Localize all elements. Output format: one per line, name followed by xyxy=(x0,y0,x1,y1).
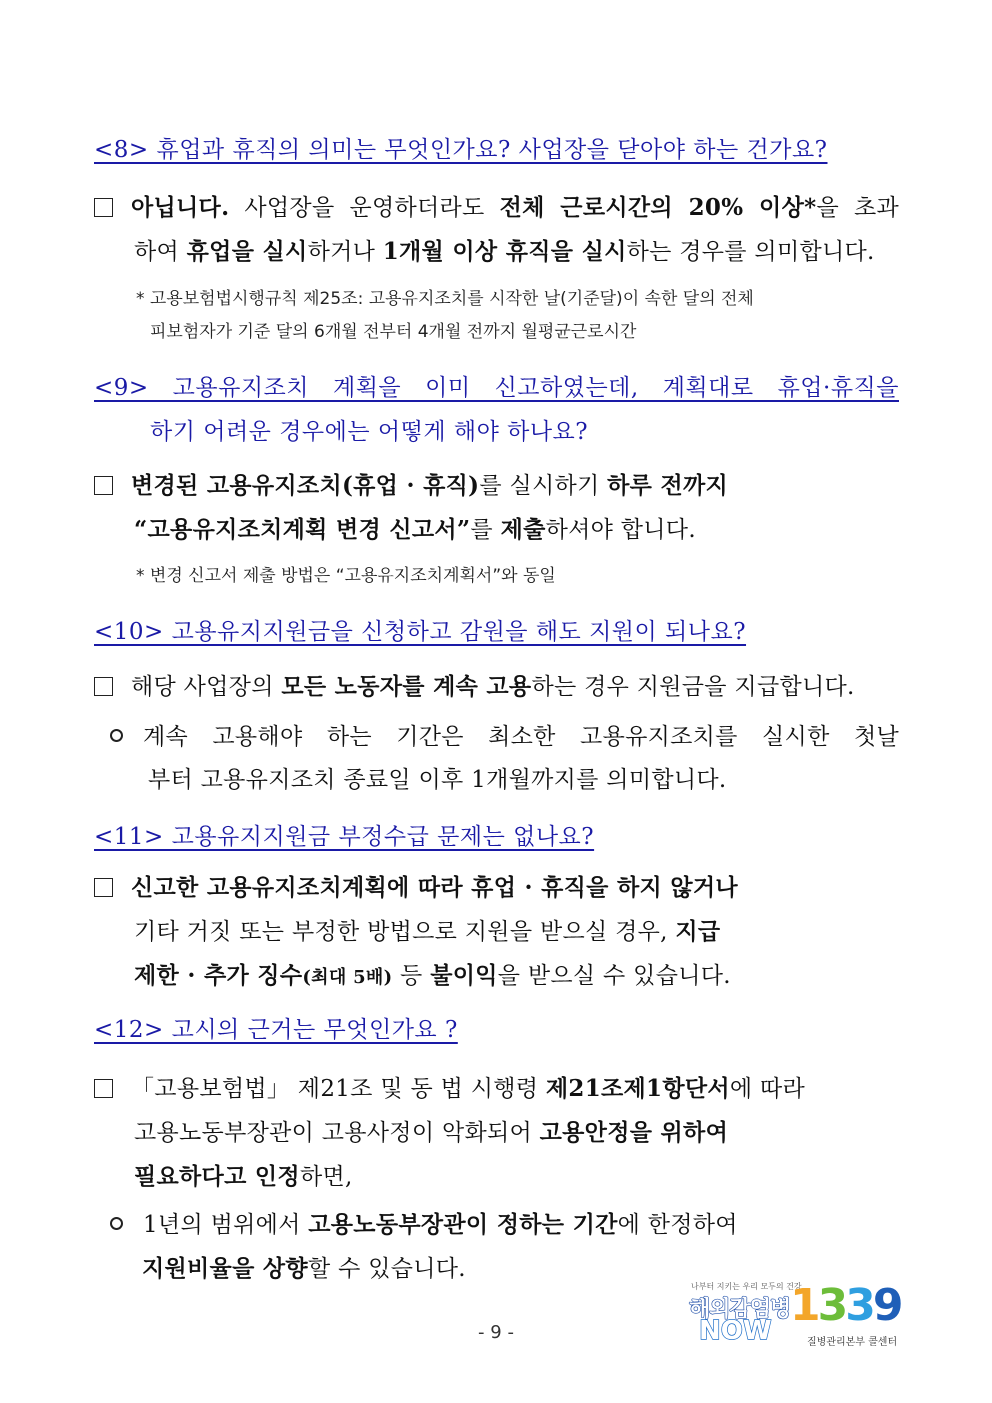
footnote-8-line-2: 피보험자가 기준 달의 6개월 전부터 4개월 전까지 월평균근로시간 xyxy=(150,322,637,342)
answer-12-sub-text: 1년의 범위에서 xyxy=(143,1212,309,1238)
answer-8-text: 하거나 xyxy=(307,239,383,265)
answer-8-text: 을 초과 xyxy=(816,195,899,221)
answer-8-text: 하는 경우를 의미합니다. xyxy=(626,239,875,265)
logo-main-text: 해외감염병 xyxy=(689,1297,791,1322)
answer-12-sub-line-1 xyxy=(94,1203,899,1247)
answer-8-emphasis: 1개월 이상 휴직을 실시 xyxy=(382,238,627,265)
answer-9-emphasis: 변경된 고용유지조치(휴업 · 휴직) xyxy=(131,472,480,499)
answer-11-emphasis: 신고한 고용유지조치계획에 따라 휴업 · 휴직을 하지 않거나 xyxy=(131,874,738,901)
answer-9-line-2 xyxy=(94,508,899,552)
question-9-line-2: 하기 어려운 경우에는 어떻게 해야 하나요? xyxy=(150,419,589,445)
answer-8-text: 사업장을 운영하더라도 xyxy=(229,195,500,221)
answer-11-emphasis: 제한 · 추가 징수 xyxy=(134,962,303,989)
question-12-text: <12> 고시의 근거는 무엇인가요 ? xyxy=(94,1017,458,1043)
answer-9-line-1 xyxy=(94,464,899,508)
answer-8-emphasis: 휴업을 실시 xyxy=(186,238,308,265)
answer-8-emphasis: 전체 근로시간의 20% 이상* xyxy=(499,194,817,221)
question-8-text: <8> 휴업과 휴직의 의미는 무엇인가요? 사업장을 닫아야 하는 건가요? xyxy=(94,137,828,163)
answer-8-emphasis: 아닙니다. xyxy=(131,194,230,221)
question-10-text: <10> 고용유지지원금을 신청하고 감원을 해도 지원이 되나요? xyxy=(94,619,747,645)
answer-12-line-3 xyxy=(94,1155,899,1199)
answer-12-text: 에 따라 xyxy=(729,1076,806,1102)
logo-now-text: NOW xyxy=(699,1316,772,1346)
answer-12-emphasis: 고용노동부장관이 정하는 기간 xyxy=(308,1211,618,1238)
checkbox-icon xyxy=(94,878,113,897)
logo-digit: 1 xyxy=(790,1280,818,1331)
footnote-8-line-1: * 고용보험법시행규칙 제25조: 고용유지조치를 시작한 날(기준달)이 속한 달의 전체 xyxy=(136,289,754,309)
bullet-circle-icon xyxy=(110,729,123,742)
logo-digit: 3 xyxy=(817,1280,846,1331)
answer-9-emphasis: 하루 전까지 xyxy=(607,472,729,499)
answer-12-sub-text: 에 한정하여 xyxy=(617,1212,738,1238)
answer-12 xyxy=(94,1067,899,1291)
answer-12-emphasis: 고용안정을 위하여 xyxy=(539,1119,729,1146)
footnote-8 xyxy=(136,283,906,349)
answer-8-text: 하여 xyxy=(134,239,187,265)
answer-12-emphasis: 필요하다고 인정 xyxy=(134,1163,300,1190)
answer-10-sub-line-2: 부터 고용유지조치 종료일 이후 1개월까지를 의미합니다. xyxy=(148,767,727,793)
question-12-heading xyxy=(94,1008,458,1052)
checkbox-icon xyxy=(94,677,113,696)
answer-11-text: 등 xyxy=(392,963,431,989)
answer-10-text: 하는 경우 지원금을 지급합니다. xyxy=(531,674,855,700)
answer-10-sub-text: 계속 고용해야 하는 기간은 최소한 고용유지조치를 실시한 첫날 xyxy=(143,724,899,750)
answer-8-line-2 xyxy=(94,230,899,274)
answer-9-emphasis: 제출 xyxy=(500,516,546,543)
answer-9 xyxy=(94,464,899,552)
checkbox-icon xyxy=(94,476,113,495)
question-11-text: <11> 고용유지지원금 부정수급 문제는 없나요? xyxy=(94,824,595,850)
answer-12-text: 「고용보험법」 제21조 및 동 법 시행령 xyxy=(131,1076,546,1102)
answer-12-line-2 xyxy=(94,1111,899,1155)
logo-digit: 9 xyxy=(872,1280,901,1331)
question-10-heading xyxy=(94,610,746,654)
checkbox-icon xyxy=(94,1079,113,1098)
answer-11-line-3 xyxy=(94,954,899,999)
answer-9-text: 를 실시하기 xyxy=(479,473,608,499)
answer-9-text: 하셔야 합니다. xyxy=(545,517,696,543)
answer-11-small: (최대 5배) xyxy=(302,967,393,988)
logo-digit: 3 xyxy=(845,1280,873,1331)
answer-11 xyxy=(94,866,899,999)
footnote-9-line-1: * 변경 신고서 제출 방법은 “고용유지조치계획서”와 동일 xyxy=(136,566,556,586)
answer-9-text: 를 xyxy=(470,517,501,543)
logo-subtext: 질병관리본부 콜센터 xyxy=(807,1337,898,1348)
answer-11-line-1 xyxy=(94,866,899,910)
bullet-circle-icon xyxy=(110,1217,123,1230)
answer-11-text: 을 받으실 수 있습니다. xyxy=(497,963,731,989)
answer-12-text: 하면, xyxy=(299,1164,353,1190)
question-9-heading xyxy=(94,366,899,454)
footnote-9 xyxy=(136,560,906,593)
answer-12-sub-text: 할 수 있습니다. xyxy=(307,1256,466,1282)
answer-12-emphasis: 지원비율을 상향 xyxy=(142,1255,308,1282)
question-11-heading xyxy=(94,815,594,859)
question-9-line-1: <9> 고용유지조치 계획을 이미 신고하였는데, 계획대로 휴업·휴직을 xyxy=(94,375,899,401)
answer-12-text: 고용노동부장관이 고용사정이 악화되어 xyxy=(134,1120,540,1146)
answer-10-emphasis: 모든 노동자를 계속 고용 xyxy=(281,673,532,700)
answer-10 xyxy=(94,665,899,802)
answer-12-line-1 xyxy=(94,1067,899,1111)
answer-11-emphasis: 불이익 xyxy=(430,962,498,989)
answer-8-line-1 xyxy=(94,186,899,230)
page-number: - 9 - xyxy=(478,1322,514,1343)
answer-8 xyxy=(94,186,899,274)
answer-11-emphasis: 지급 xyxy=(675,918,721,945)
question-8-heading xyxy=(94,128,828,172)
answer-11-text: 기타 거짓 또는 부정한 방법으로 지원을 받으실 경우, xyxy=(134,919,676,945)
answer-10-text: 해당 사업장의 xyxy=(131,674,282,700)
answer-10-sub-line-1 xyxy=(94,716,899,759)
answer-10-line-1 xyxy=(94,665,899,709)
answer-9-emphasis: “고용유지조치계획 변경 신고서” xyxy=(134,516,471,543)
checkbox-icon xyxy=(94,198,113,217)
answer-12-emphasis: 제21조제1항단서 xyxy=(545,1075,730,1102)
answer-11-line-2 xyxy=(94,910,899,954)
logo-tagline: 나부터 지키는 우리 모두의 건강 xyxy=(691,1282,802,1291)
